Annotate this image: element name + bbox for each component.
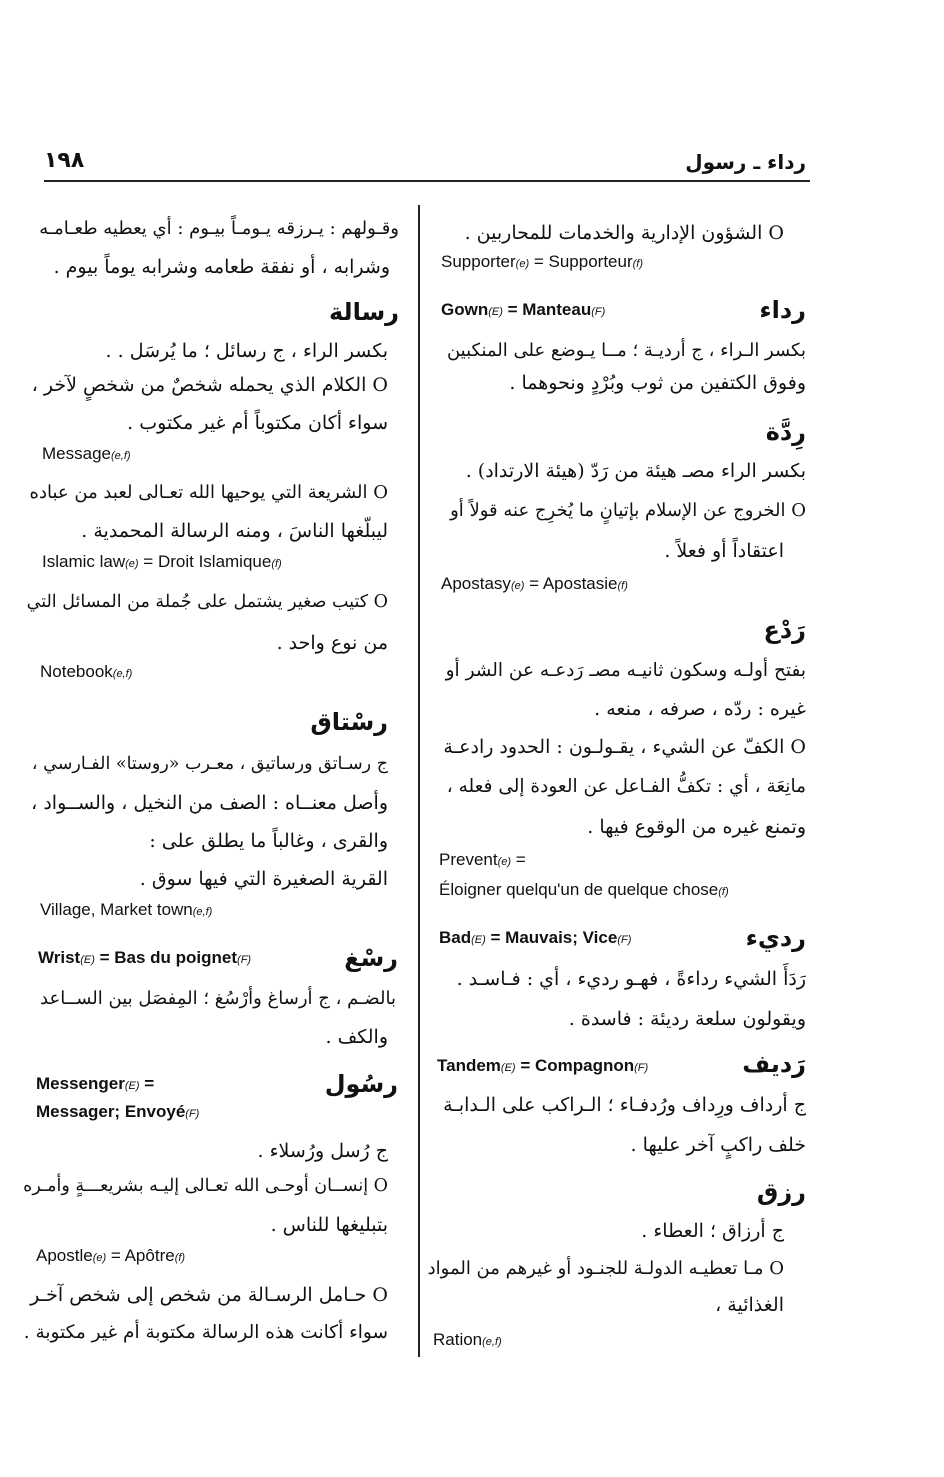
entry-text: وأصل معنــاه : الصف من النخيل ، والســواد ، (31, 792, 388, 814)
entry-text: بتبليغها للناس . (270, 1214, 388, 1236)
entry-text: الغذائية ، (715, 1294, 784, 1316)
entry-text: والقرى ، وغالباً ما يطلق على : (149, 830, 388, 852)
entry-text: O حـامل الرسـالة من شخص إلى شخص آخـر (30, 1284, 388, 1306)
headword: رسالة (329, 298, 399, 326)
translation: Tandem(E) = Compagnon(F) (437, 1056, 649, 1075)
translation: Islamic law(e) = Droit Islamique(f) (42, 552, 282, 571)
translation: Village, Market town(e,f) (40, 900, 213, 919)
translation: Éloigner quelqu'un de quelque chose(f) (439, 880, 729, 899)
entry-text: ج رُسل ورُسلاء . (257, 1140, 388, 1162)
translation: Message(e,f) (42, 444, 131, 463)
entry-text: O الكفّ عن الشيء ، يقـولـون : الحدود رادعـة (443, 736, 806, 758)
headword: رَدْع (763, 616, 806, 644)
entry-text: سواء أكان مكتوباً أم غير مكتوب . (127, 412, 388, 434)
page-number: ١٩٨ (44, 148, 85, 173)
entry-text: اعتقاداً أو فعلاً . (664, 540, 784, 562)
entry-text: بكسر الـراء ، ج أرديـة ؛ مــا يـوضع على المنكبين (446, 340, 806, 361)
entry-text: مانِعَة ، أي : تكفُّ الفـاعل عن العودة إلى فعله ، (446, 776, 806, 797)
headword: رزق (756, 1178, 806, 1206)
entry-text: من نوع واحد . (276, 632, 388, 654)
entry-text: O الخروج عن الإسلام بإتيانٍ ما يُخرِج عنه قولاً أو (450, 500, 806, 521)
entry-text: القرية الصغيرة التي فيها سوق . (139, 868, 388, 890)
translation: Wrist(E) = Bas du poignet(F) (38, 948, 252, 967)
headword: رسْتاق (310, 708, 388, 736)
translation: Bad(E) = Mauvais; Vice(F) (439, 928, 632, 947)
column-divider (418, 205, 420, 1357)
translation: Prevent(e) = (439, 850, 526, 869)
entry-text: بالضـم ، ج أرساغ وأرْسُغ ؛ المِفصَل بين الســاعد (40, 988, 396, 1009)
entry-text: ليبلّغها الناسَ ، ومنه الرسالة المحمدية . (81, 520, 388, 542)
entry-text: ج أرزاق ؛ العطاء . (641, 1220, 784, 1242)
entry-text: غيره : ردّه ، صرفه ، منعه . (594, 698, 806, 720)
headword: رداء (759, 296, 806, 324)
translation: Apostasy(e) = Apostasie(f) (441, 574, 628, 593)
entry-text: بفتح أولـه وسكون ثانيـه مصـ رَدعـه عن الشر أو (445, 660, 806, 681)
headword: رَديف (742, 1050, 806, 1078)
entry-text: O إنســان أوحـى الله تعـالى إليـه بشريعـــةٍ وأمـره (23, 1176, 388, 1196)
entry-text: ج رسـاتق ورساتيق ، معـرب «روستا» الفـارسي ، (31, 754, 388, 774)
headword: رِدَّة (765, 418, 806, 446)
entry-text: O الشؤون الإدارية والخدمات للمحاربين . (464, 222, 784, 244)
headword: رسُول (324, 1070, 398, 1098)
entry-text: ويقولون سلعة رديئة : فاسدة . (568, 1008, 806, 1030)
entry-text: رَدَأَ الشيء رداءةً ، فهـو رديء ، أي : فـاسـد . (456, 968, 806, 990)
headword: رسْغ (344, 944, 398, 972)
entry-text: وفوق الكتفين من ثوب وبُرْدٍ ونحوهما . (509, 372, 806, 394)
entry-text: خلف راكبٍ آخر عليها . (630, 1134, 806, 1156)
running-header: رداء ـ رسول (685, 150, 806, 174)
translation: Messenger(E) = (36, 1074, 155, 1093)
entry-text: O مـا تعطيـه الدولـة للجنـود أو غيرهم من المواد (427, 1258, 784, 1279)
translation: Ration(e,f) (433, 1330, 502, 1349)
entry-text: والكف . (325, 1026, 388, 1048)
entry-text: سواء أكانت هذه الرسالة مكتوبة أم غير مكتوبة . (23, 1322, 388, 1343)
entry-text: ج أرداف ورِداف ورُدفـاء ؛ الـراكب على الـدابـة (443, 1094, 806, 1116)
translation: Supporter(e) = Supporteur(f) (441, 252, 644, 271)
entry-text: O كتيب صغير يشتمل على جُملة من المسائل التي (26, 592, 388, 612)
entry-text: بكسر الراء ، ج رسائل ؛ ما يُرسَل . . (105, 340, 388, 362)
headword: رديء (745, 924, 806, 952)
entry-text: O الشريعة التي يوحيها الله تعـالى لعبد من عباده (29, 482, 388, 503)
translation: Apostle(e) = Apôtre(f) (36, 1246, 186, 1265)
entry-text: وتمنع غيره من الوقوع فيها . (587, 816, 806, 838)
translation: Messager; Envoyé(F) (36, 1102, 200, 1121)
header-rule (44, 180, 810, 182)
entry-text: بكسر الراء مصـ هيئة من رَدّ (هيئة الارتداد) . (465, 460, 806, 482)
entry-text: O الكلام الذي يحمله شخصٌ من شخصٍ لآخر ، (31, 374, 388, 396)
entry-text: وشرابه ، أو نفقة طعامه وشرابه يوماً بيوم . (53, 256, 390, 278)
translation: Notebook(e,f) (40, 662, 133, 681)
entry-text: وقـولهم : يـرزقه يـومـاً بيـوم : أي يعطيه طعـامـه (39, 218, 399, 239)
translation: Gown(E) = Manteau(F) (441, 300, 606, 319)
